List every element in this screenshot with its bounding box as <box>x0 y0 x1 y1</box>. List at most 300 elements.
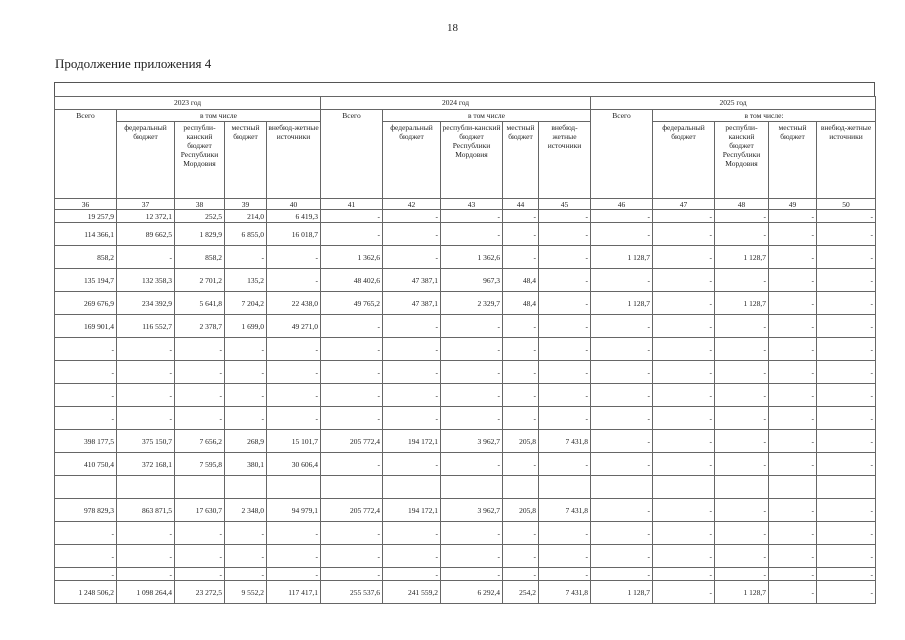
column-number: 48 <box>715 199 769 210</box>
table-row <box>55 210 876 223</box>
table-cell: - <box>267 338 321 361</box>
table-row <box>55 269 876 292</box>
table-cell: - <box>539 246 591 269</box>
table-cell: - <box>591 499 653 522</box>
table-cell: - <box>715 568 769 581</box>
header-local-2025: местный бюджет <box>769 122 817 199</box>
table-cell: - <box>769 292 817 315</box>
table-cell: - <box>503 361 539 384</box>
table-cell: - <box>225 545 267 568</box>
table-row <box>55 499 876 522</box>
table-cell: - <box>591 430 653 453</box>
table-cell: - <box>117 384 175 407</box>
table-cell: - <box>769 315 817 338</box>
table-cell: 1 128,7 <box>591 292 653 315</box>
table-cell <box>321 476 383 499</box>
table-cell: - <box>817 545 876 568</box>
table-row <box>55 568 876 581</box>
table-cell: 3 962,7 <box>441 499 503 522</box>
table-cell: - <box>769 338 817 361</box>
table-cell: - <box>321 522 383 545</box>
table-cell: - <box>591 453 653 476</box>
table-cell: - <box>117 407 175 430</box>
table-cell: - <box>817 338 876 361</box>
table-body <box>55 210 876 604</box>
table-cell: - <box>769 499 817 522</box>
table-cell: - <box>503 338 539 361</box>
table-row <box>55 315 876 338</box>
table-cell: 49 765,2 <box>321 292 383 315</box>
table-cell: - <box>817 223 876 246</box>
table-cell: 398 177,5 <box>55 430 117 453</box>
table-cell: - <box>653 292 715 315</box>
table-frame <box>54 82 875 96</box>
table-cell: - <box>817 499 876 522</box>
table-cell: - <box>441 522 503 545</box>
table-cell <box>383 476 441 499</box>
table-cell: - <box>591 223 653 246</box>
column-number: 49 <box>769 199 817 210</box>
year-header-2023: 2023 год <box>55 97 321 110</box>
table-cell: - <box>769 384 817 407</box>
table-cell <box>55 476 117 499</box>
table-cell: 1 362,6 <box>321 246 383 269</box>
table-cell: - <box>383 315 441 338</box>
table-cell: - <box>225 338 267 361</box>
table-cell: - <box>817 210 876 223</box>
table-cell: 17 630,7 <box>175 499 225 522</box>
table-cell: - <box>267 568 321 581</box>
header-including-2025: в том числе: <box>653 110 876 122</box>
table-cell: - <box>503 407 539 430</box>
table-cell: - <box>383 223 441 246</box>
table-cell: - <box>503 568 539 581</box>
table-cell: - <box>817 361 876 384</box>
table-cell: 2 378,7 <box>175 315 225 338</box>
table-cell: - <box>175 522 225 545</box>
table-cell: - <box>441 338 503 361</box>
table-cell: - <box>715 384 769 407</box>
table-cell <box>175 476 225 499</box>
table-cell: 7 656,2 <box>175 430 225 453</box>
table-cell: - <box>441 315 503 338</box>
table-cell: - <box>653 338 715 361</box>
header-extra-2023: внебюд-жетные источники <box>267 122 321 199</box>
table-cell: - <box>175 338 225 361</box>
table-cell: 967,3 <box>441 269 503 292</box>
table-cell: - <box>769 407 817 430</box>
table-cell: 49 271,0 <box>267 315 321 338</box>
table-cell: - <box>321 223 383 246</box>
table-cell: - <box>539 522 591 545</box>
column-number: 41 <box>321 199 383 210</box>
table-cell: - <box>321 568 383 581</box>
table-cell: - <box>383 246 441 269</box>
table-cell: 12 372,1 <box>117 210 175 223</box>
table-cell: 241 559,2 <box>383 581 441 604</box>
table-cell: - <box>383 568 441 581</box>
table-cell: - <box>653 499 715 522</box>
table-cell: - <box>225 407 267 430</box>
table-cell: - <box>715 407 769 430</box>
budget-table <box>54 96 876 604</box>
table-row <box>55 292 876 315</box>
table-cell: - <box>267 384 321 407</box>
table-cell: 380,1 <box>225 453 267 476</box>
table-cell: - <box>817 246 876 269</box>
table-cell: - <box>539 292 591 315</box>
table-cell: - <box>321 384 383 407</box>
table-cell: - <box>653 453 715 476</box>
appendix-caption: Продолжение приложения 4 <box>55 56 212 71</box>
header-total-2025: Всего <box>591 110 653 199</box>
table-cell: - <box>55 522 117 545</box>
table-row <box>55 384 876 407</box>
table-cell: - <box>383 210 441 223</box>
table-cell: - <box>441 545 503 568</box>
table-cell: 6 855,0 <box>225 223 267 246</box>
table-cell: 194 172,1 <box>383 499 441 522</box>
table-cell: - <box>267 246 321 269</box>
table-cell: - <box>503 315 539 338</box>
table-cell: 3 962,7 <box>441 430 503 453</box>
table-cell: - <box>441 568 503 581</box>
table-cell: 48,4 <box>503 292 539 315</box>
table-cell: 268,9 <box>225 430 267 453</box>
column-number: 47 <box>653 199 715 210</box>
header-republican-2024: республи-канский бюджет Республики Мордовия <box>441 122 503 199</box>
table-row <box>55 476 876 499</box>
table-cell <box>715 476 769 499</box>
table-cell <box>769 476 817 499</box>
table-cell: 169 901,4 <box>55 315 117 338</box>
table-cell: - <box>383 384 441 407</box>
table-cell: 1 699,0 <box>225 315 267 338</box>
header-total-2024: Всего <box>321 110 383 199</box>
table-cell <box>441 476 503 499</box>
table-cell: 117 417,1 <box>267 581 321 604</box>
table-cell: - <box>117 545 175 568</box>
table-cell: - <box>769 361 817 384</box>
subheader-row <box>55 110 876 122</box>
table-cell: - <box>653 361 715 384</box>
header-extra-2025: внебюд-жетные источники <box>817 122 876 199</box>
table-cell: - <box>769 522 817 545</box>
table-cell: - <box>715 361 769 384</box>
table-cell: - <box>321 210 383 223</box>
table-cell: - <box>817 384 876 407</box>
table-cell: 1 098 264,4 <box>117 581 175 604</box>
table-cell: - <box>715 210 769 223</box>
table-cell: - <box>55 407 117 430</box>
table-cell: 1 248 506,2 <box>55 581 117 604</box>
table-cell: - <box>539 223 591 246</box>
table-cell: - <box>225 384 267 407</box>
table-cell: - <box>591 315 653 338</box>
table-cell: - <box>653 246 715 269</box>
table-cell <box>817 476 876 499</box>
table-cell: - <box>117 522 175 545</box>
table-cell <box>503 476 539 499</box>
table-cell: - <box>769 453 817 476</box>
table-cell: 194 172,1 <box>383 430 441 453</box>
table-cell: - <box>441 361 503 384</box>
table-cell: - <box>653 315 715 338</box>
table-row <box>55 361 876 384</box>
table-cell: 6 419,3 <box>267 210 321 223</box>
table-cell: 89 662,5 <box>117 223 175 246</box>
table-cell: - <box>769 246 817 269</box>
table-row <box>55 581 876 604</box>
table-cell: 205,8 <box>503 499 539 522</box>
table-cell: - <box>653 269 715 292</box>
table-cell: 269 676,9 <box>55 292 117 315</box>
table-cell: - <box>321 545 383 568</box>
table-cell: 1 128,7 <box>715 292 769 315</box>
table-cell <box>267 476 321 499</box>
table-row <box>55 223 876 246</box>
table-cell <box>117 476 175 499</box>
table-cell: 7 431,8 <box>539 430 591 453</box>
header-federal-2024: федеральный бюджет <box>383 122 441 199</box>
table-cell: 252,5 <box>175 210 225 223</box>
table-cell: - <box>715 430 769 453</box>
table-cell: - <box>653 568 715 581</box>
column-number: 50 <box>817 199 876 210</box>
table-cell: - <box>55 338 117 361</box>
table-cell: 47 387,1 <box>383 269 441 292</box>
table-cell: - <box>225 361 267 384</box>
table-cell: - <box>441 453 503 476</box>
header-total-2023: Всего <box>55 110 117 199</box>
table-cell: - <box>441 210 503 223</box>
table-cell <box>591 476 653 499</box>
table-cell: 858,2 <box>55 246 117 269</box>
table-cell: 2 329,7 <box>441 292 503 315</box>
header-republican-2025: республи-канский бюджет Республики Мордовия <box>715 122 769 199</box>
table-cell: - <box>383 361 441 384</box>
table-cell: - <box>653 581 715 604</box>
table-cell: - <box>715 545 769 568</box>
table-cell: 858,2 <box>175 246 225 269</box>
table-cell: - <box>321 315 383 338</box>
table-cell: - <box>539 384 591 407</box>
table-cell: - <box>591 545 653 568</box>
column-number: 37 <box>117 199 175 210</box>
table-cell: - <box>769 269 817 292</box>
column-number: 36 <box>55 199 117 210</box>
table-cell: - <box>321 453 383 476</box>
table-cell: 1 128,7 <box>715 581 769 604</box>
table-cell: 30 606,4 <box>267 453 321 476</box>
table-cell: - <box>817 581 876 604</box>
table-cell: - <box>321 407 383 430</box>
table-cell: 2 348,0 <box>225 499 267 522</box>
table-row <box>55 522 876 545</box>
table-cell <box>653 476 715 499</box>
table-cell: - <box>225 246 267 269</box>
table-cell: - <box>55 568 117 581</box>
table-cell: - <box>267 407 321 430</box>
year-header-2025: 2025 год <box>591 97 876 110</box>
table-cell: - <box>715 223 769 246</box>
table-cell: 22 438,0 <box>267 292 321 315</box>
table-cell: - <box>383 338 441 361</box>
table-cell: 978 829,3 <box>55 499 117 522</box>
table-cell: - <box>769 545 817 568</box>
table-cell: 863 871,5 <box>117 499 175 522</box>
table-cell: - <box>715 315 769 338</box>
table-cell: 255 537,6 <box>321 581 383 604</box>
table-cell: - <box>817 269 876 292</box>
table-cell: - <box>769 430 817 453</box>
table-cell: - <box>591 361 653 384</box>
table-cell: - <box>653 407 715 430</box>
table-cell: 16 018,7 <box>267 223 321 246</box>
table-cell: - <box>117 246 175 269</box>
table-cell: 5 641,8 <box>175 292 225 315</box>
table-cell: 132 358,3 <box>117 269 175 292</box>
table-cell: - <box>817 292 876 315</box>
table-cell: 94 979,1 <box>267 499 321 522</box>
column-number-row <box>55 199 876 210</box>
table-cell: 1 128,7 <box>591 246 653 269</box>
table-cell: - <box>715 269 769 292</box>
table-row <box>55 407 876 430</box>
table-cell: - <box>817 315 876 338</box>
table-cell: - <box>55 361 117 384</box>
table-cell: 48,4 <box>503 269 539 292</box>
header-federal-2025: федеральный бюджет <box>653 122 715 199</box>
column-header-row <box>55 122 876 199</box>
table-cell: - <box>503 384 539 407</box>
header-local-2024: местный бюджет <box>503 122 539 199</box>
table-cell: - <box>769 581 817 604</box>
table-cell: 234 392,9 <box>117 292 175 315</box>
table-cell: - <box>321 338 383 361</box>
table-cell: - <box>383 407 441 430</box>
table-cell: - <box>225 522 267 545</box>
table-cell: - <box>503 522 539 545</box>
table-cell: - <box>503 246 539 269</box>
header-including-2024: в том числе <box>383 110 591 122</box>
table-cell: - <box>817 407 876 430</box>
header-republican-2023: республи-канский бюджет Республики Мордовия <box>175 122 225 199</box>
table-cell: - <box>117 338 175 361</box>
table-cell: - <box>441 407 503 430</box>
column-number: 38 <box>175 199 225 210</box>
table-cell: 48 402,6 <box>321 269 383 292</box>
table-cell: - <box>653 384 715 407</box>
year-header-2024: 2024 год <box>321 97 591 110</box>
table-cell: - <box>267 545 321 568</box>
table-cell: 7 204,2 <box>225 292 267 315</box>
table-cell: 410 750,4 <box>55 453 117 476</box>
header-including-2023: в том числе <box>117 110 321 122</box>
table-cell: 254,2 <box>503 581 539 604</box>
page-number: 18 <box>447 22 458 34</box>
table-cell: 375 150,7 <box>117 430 175 453</box>
table-cell: - <box>55 384 117 407</box>
table-cell: - <box>817 430 876 453</box>
table-cell: - <box>715 499 769 522</box>
table-cell: - <box>539 315 591 338</box>
table-cell: 1 362,6 <box>441 246 503 269</box>
table-cell: - <box>591 384 653 407</box>
table-cell: 205 772,4 <box>321 499 383 522</box>
table-cell: - <box>539 407 591 430</box>
table-cell: - <box>175 384 225 407</box>
table-cell: 1 829,9 <box>175 223 225 246</box>
table-cell: 135 194,7 <box>55 269 117 292</box>
table-cell: - <box>503 210 539 223</box>
table-cell: - <box>653 545 715 568</box>
table-cell: - <box>653 210 715 223</box>
table-cell: 23 272,5 <box>175 581 225 604</box>
table-row <box>55 453 876 476</box>
table-cell: - <box>817 522 876 545</box>
table-cell: - <box>539 361 591 384</box>
table-cell: - <box>653 522 715 545</box>
table-cell: 7 595,8 <box>175 453 225 476</box>
table-cell: - <box>321 361 383 384</box>
table-cell: - <box>653 430 715 453</box>
table-cell: 7 431,8 <box>539 499 591 522</box>
table-cell: 15 101,7 <box>267 430 321 453</box>
table-cell: - <box>817 453 876 476</box>
table-cell: - <box>175 361 225 384</box>
table-cell: - <box>117 568 175 581</box>
table-row <box>55 338 876 361</box>
table-cell: 114 366,1 <box>55 223 117 246</box>
table-cell: - <box>591 522 653 545</box>
table-cell: 1 128,7 <box>591 581 653 604</box>
column-number: 40 <box>267 199 321 210</box>
header-extra-2024: внебюд-жетные источники <box>539 122 591 199</box>
table-cell: - <box>383 453 441 476</box>
header-local-2023: местный бюджет <box>225 122 267 199</box>
table-cell: - <box>591 407 653 430</box>
table-cell: - <box>817 568 876 581</box>
table-cell: 2 701,2 <box>175 269 225 292</box>
table-cell: - <box>383 522 441 545</box>
table-cell: - <box>653 223 715 246</box>
table-cell: - <box>715 338 769 361</box>
table-cell: - <box>267 269 321 292</box>
table-cell: - <box>591 269 653 292</box>
table-cell: - <box>503 453 539 476</box>
table-cell: - <box>117 361 175 384</box>
table-cell: - <box>539 453 591 476</box>
table-cell: - <box>769 568 817 581</box>
table-cell <box>225 476 267 499</box>
table-cell: - <box>539 568 591 581</box>
table-cell: - <box>175 568 225 581</box>
table-cell: - <box>539 269 591 292</box>
header-federal-2023: федеральный бюджет <box>117 122 175 199</box>
table-cell: - <box>539 210 591 223</box>
table-cell: 214,0 <box>225 210 267 223</box>
table-cell: 205,8 <box>503 430 539 453</box>
table-cell: 116 552,7 <box>117 315 175 338</box>
table-row <box>55 246 876 269</box>
column-number: 42 <box>383 199 441 210</box>
table-cell: - <box>175 545 225 568</box>
table-row <box>55 430 876 453</box>
table-cell: - <box>175 407 225 430</box>
table-cell: - <box>441 384 503 407</box>
table-cell: 6 292,4 <box>441 581 503 604</box>
